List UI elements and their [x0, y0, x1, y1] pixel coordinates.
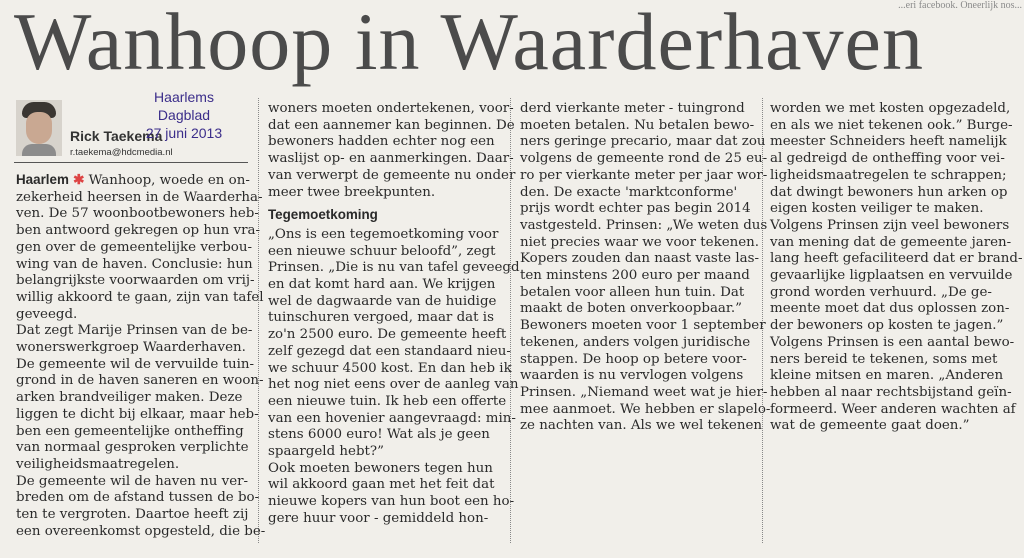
article-column-4 — [770, 101, 1023, 435]
article-line: willig akkoord te gaan, zijn van tafel — [16, 289, 264, 305]
article-line: gere huur voor - gemiddeld hon- — [268, 510, 489, 526]
article-line: grond worden verhuurd. „De ge- — [770, 284, 992, 300]
article-line: gen over de gemeentelijke verbou- — [16, 239, 252, 255]
article-line: geveegd. — [16, 306, 78, 322]
article-line: waarden is nu vervlogen volgens — [520, 368, 744, 384]
c4-lines — [770, 101, 1023, 435]
article-line: ligheidsmaatregelen te schrappen; — [770, 167, 1007, 183]
article-line: wing van de haven. Conclusie: hun — [16, 256, 253, 272]
article-line: woners moeten ondertekenen, voor- — [268, 101, 514, 116]
article-line: meente moet dat dus oplossen zon- — [770, 301, 1010, 317]
dateline-line — [16, 172, 248, 190]
c1-lines — [16, 189, 266, 541]
article-line: breden om de afstand tussen de bo- — [16, 490, 260, 506]
article-line: Ook moeten bewoners tegen hun — [268, 460, 493, 476]
article-line: van normaal gesproken verplichte — [16, 440, 249, 456]
article-line: wonerswerkgroep Waarderhaven. — [16, 340, 246, 356]
article-line: arken brandveiliger maken. Deze — [16, 390, 243, 406]
article-line: dat een aannemer kan beginnen. De — [268, 117, 515, 133]
subheading: Tegemoetkoming — [268, 207, 378, 223]
source-line-1: Haarlems — [154, 89, 214, 105]
article-line: worden we met kosten opgezadeld, — [770, 101, 1011, 116]
source-date: 27 juni 2013 — [145, 125, 223, 141]
article-line: een nieuwe tuin. Ik heb een offerte — [268, 393, 507, 409]
corner-snippet: ...eri facebook. Oneerlijk nos... — [898, 0, 1022, 11]
article-line: ben een gemeentelijke ontheffing — [16, 423, 244, 439]
article-line: prijs wordt echter pas begin 2014 — [520, 201, 751, 217]
article-line: wel de dagwaarde van de huidige — [268, 293, 497, 309]
article-line: moeten betalen. Nu betalen bewo- — [520, 117, 755, 133]
article-line: kleine mitsen en maren. „Anderen — [770, 368, 1004, 384]
article-line: het nog niet eens over de aanleg van — [268, 377, 519, 393]
article-line: al gedreigd de ontheffing voor vei- — [770, 151, 1005, 167]
article-line: ten minstens 200 euro per maand — [520, 268, 750, 284]
article-line: gevaarlijke ligplaatsen en vervuilde — [770, 268, 1013, 284]
article-line: een nieuwe schuur beloofd”, zegt — [268, 243, 496, 259]
article-column-2 — [268, 101, 520, 528]
article-line: zekerheid heersen in de Waarderha- — [16, 189, 263, 205]
byline-divider — [14, 162, 248, 163]
article-line: eigen kosten veiliger te maken. — [770, 201, 984, 217]
source-line-2: Dagblad — [157, 107, 211, 123]
article-line: Wanhoop, woede en on- — [88, 173, 250, 188]
article-line: belangrijkste voorwaarden om vrij- — [16, 273, 255, 289]
source-annotation — [136, 88, 232, 142]
article-line: Volgens Prinsen is een aantal bewo- — [770, 334, 1015, 350]
article-line: derd vierkante meter - tuingrond — [520, 101, 745, 116]
c2b-lines — [268, 226, 520, 528]
article-line: van verwerpt de gemeente nu onder — [268, 167, 516, 183]
article-line: meer twee breekpunten. — [268, 184, 436, 200]
author-email: r.taekema@hdcmedia.nl — [70, 147, 173, 158]
article-line: ners geringe precario, maar dat zou — [520, 134, 766, 150]
article-line: volgens de gemeente rond de 25 eu- — [520, 151, 768, 167]
article-line: tekenen, anders volgen juridische — [520, 334, 751, 350]
article-line: Kopers zouden dan naast vaste las- — [520, 251, 760, 267]
headline: Wanhoop in Waarderhaven — [14, 0, 924, 87]
article-line: een overeenkomst opgesteld, die be- — [16, 523, 266, 539]
article-line: ro per vierkante meter per jaar wor- — [520, 167, 768, 183]
article-line: Dat zegt Marije Prinsen van de be- — [16, 323, 253, 339]
article-line: der bewoners op kosten te jagen.” — [770, 318, 1004, 334]
article-line: „Ons is een tegemoetkoming voor — [268, 226, 499, 242]
article-line: ze nachten van. Als we wel tekenen — [520, 418, 763, 434]
article-line: Volgens Prinsen zijn veel bewoners — [770, 217, 1010, 233]
article-line: stappen. De hoop op betere voor- — [520, 351, 747, 367]
article-line: meester Schneiders heeft namelijk — [770, 134, 1007, 150]
article-line: grond in de haven saneren en woon- — [16, 373, 264, 389]
article-line: zelf gezegd dat een standaard nieu- — [268, 343, 511, 359]
article-line: Bewoners moeten voor 1 september — [520, 318, 766, 334]
article-line: niet precies waar we voor tekenen. — [520, 234, 760, 250]
dateline: Haarlem — [16, 172, 69, 187]
article-line: vastgesteld. Prinsen: „We weten dus — [520, 217, 768, 233]
article-line: wat de gemeente gaat doen.” — [770, 418, 970, 434]
article-line: den. De exacte 'marktconforme' — [520, 184, 738, 200]
article-line: spaargeld hebt?” — [268, 444, 384, 460]
article-line: mee aanmoet. We hebben er slapelo- — [520, 401, 771, 417]
asterisk-icon: ✱ — [73, 172, 85, 188]
article-line: liggen te dicht bij elkaar, maar heb- — [16, 406, 259, 422]
article-line: ben antwoord gekregen op hun vra- — [16, 223, 260, 239]
article-line: veiligheidsmaatregelen. — [16, 456, 180, 472]
article-line: nieuwe kopers van hun boot een ho- — [268, 494, 515, 510]
article-line: maakt de boten onverkoopbaar.” — [520, 301, 742, 317]
article-line: ven. De 57 woonbootbewoners heb- — [16, 206, 259, 222]
article-line: we schuur 4500 kost. En dan heb ik — [268, 360, 512, 376]
article-line: bewoners hadden echter nog een — [268, 134, 495, 150]
c2a-lines — [268, 101, 516, 201]
author-name: Rick Taekema — [70, 128, 163, 144]
article-line: ten te vergroten. Daartoe heeft zij — [16, 507, 249, 523]
article-line: wil akkoord gaan met het feit dat — [268, 477, 495, 493]
article-line: De gemeente wil de vervuilde tuin- — [16, 356, 255, 372]
article-line: De gemeente wil de haven nu ver- — [16, 473, 249, 489]
article-column-1 — [16, 172, 266, 540]
article-line: tuinschuren vergoed, maar dat is — [268, 310, 494, 326]
article-line: dat dwingt bewoners hun arken op — [770, 184, 1008, 200]
article-line: zo'n 2500 euro. De gemeente heeft — [268, 327, 507, 343]
article-line: stens 6000 euro! Wat als je geen — [268, 427, 490, 443]
article-line: lang heeft gefaciliteerd dat er brand- — [770, 251, 1023, 267]
article-line: ners bereid te tekenen, soms met — [770, 351, 998, 367]
article-line: hebben al naar rechtsbijstand geïn- — [770, 384, 1012, 400]
article-line: formeerd. Weer anderen wachten af — [770, 401, 1016, 417]
article-line: Prinsen. „Die is nu van tafel geveegd — [268, 260, 520, 276]
c3-lines — [520, 101, 771, 435]
article-column-3 — [520, 101, 771, 435]
article-line: Prinsen. „Niemand weet wat je hier- — [520, 384, 768, 400]
article-line: van een hovenier aangevraagd: min- — [268, 410, 516, 426]
article-line: van mening dat de gemeente jaren- — [770, 234, 1012, 250]
article-line: en dat komt hard aan. We krijgen — [268, 277, 496, 293]
column-divider — [258, 98, 259, 543]
article-line: waslijst op- en aanmerkingen. Daar- — [268, 151, 514, 167]
article-line: en als we niet tekenen ook.” Burge- — [770, 117, 1013, 133]
author-photo — [16, 100, 62, 156]
article-line: betalen voor alleen hun tuin. Dat — [520, 284, 745, 300]
